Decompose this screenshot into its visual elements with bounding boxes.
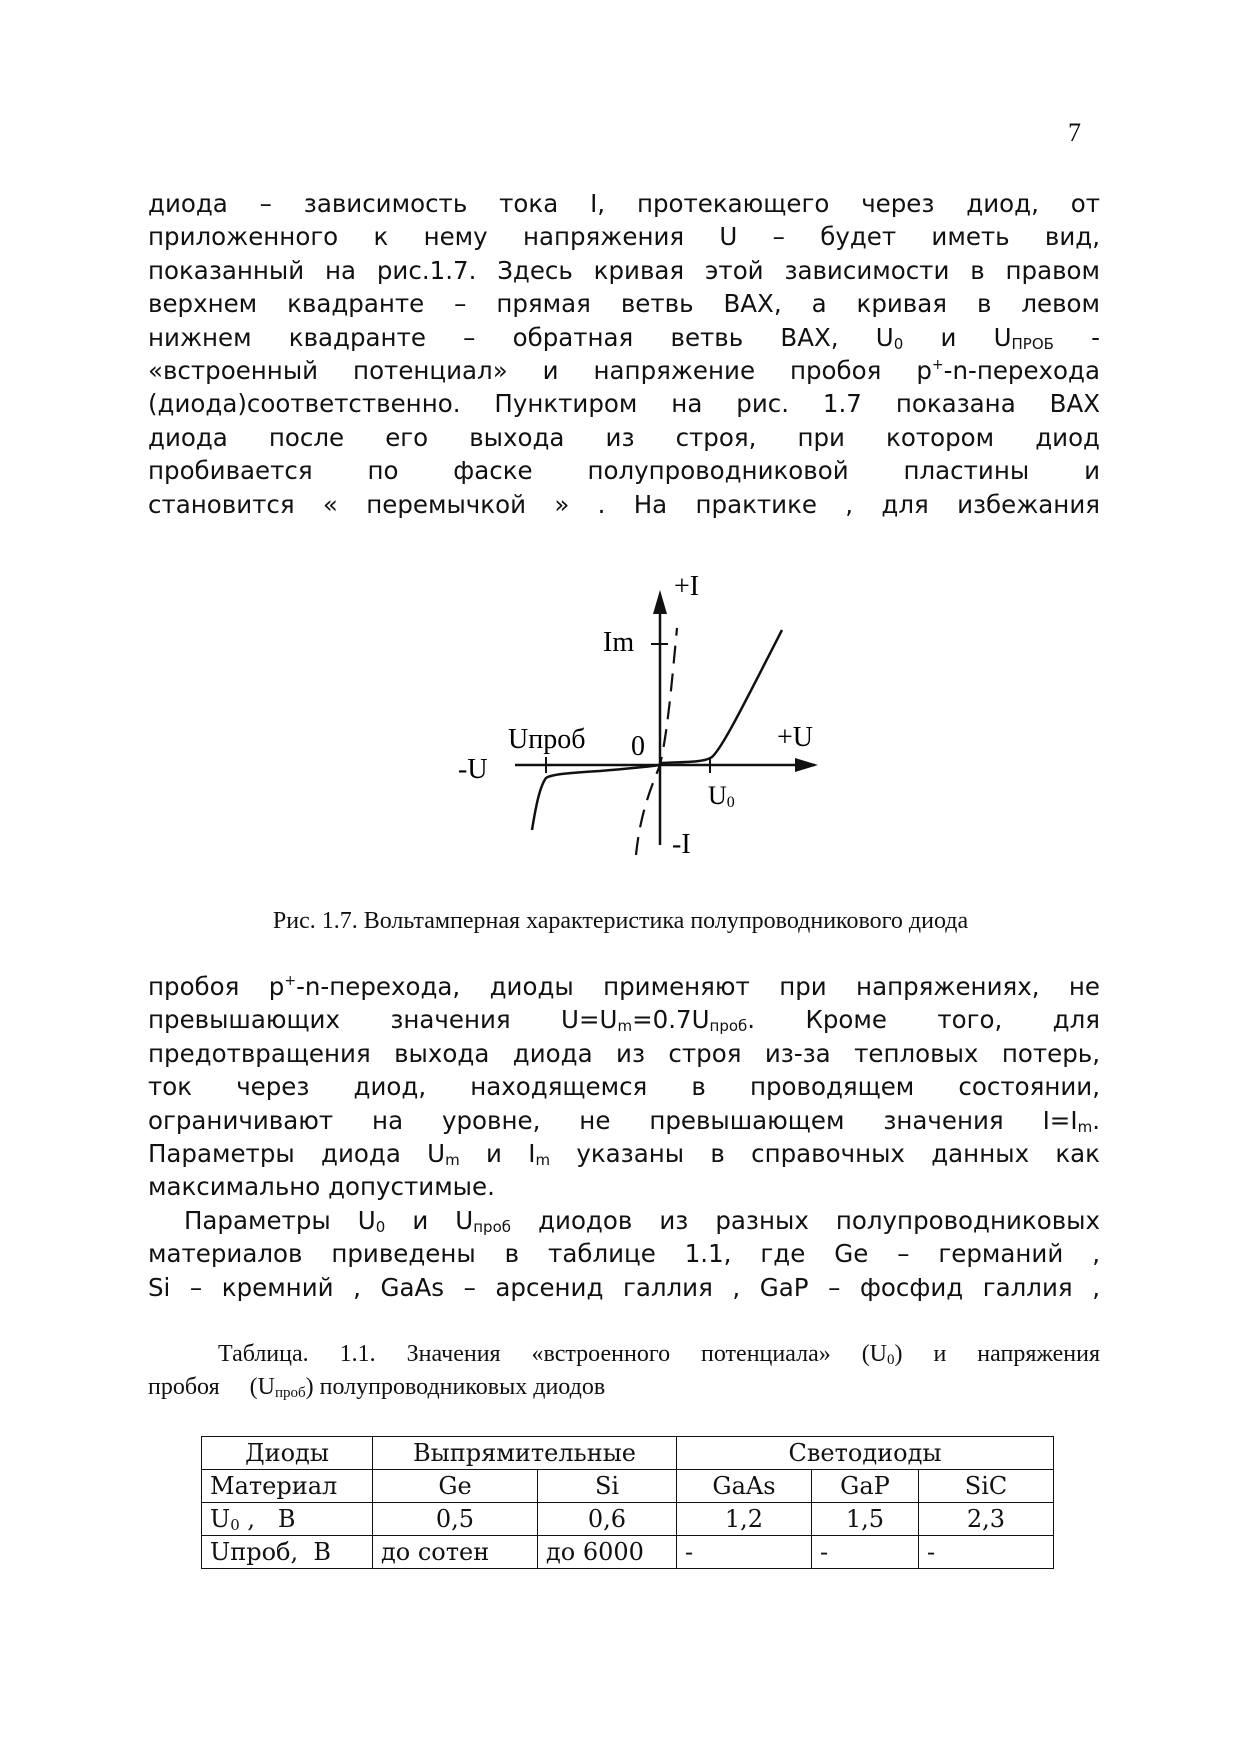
table-cell: - [812, 1536, 919, 1569]
table-cell: 1,2 [677, 1503, 812, 1536]
text-line: верхнем квадранте – прямая ветвь ВАХ, а кривая в левом [148, 289, 1100, 319]
table-row-label: $U_0$ , В [202, 1503, 373, 1536]
text-line: Параметры $U_0$ и $U_{проб}$ диодов из разных полупроводниковых [184, 1206, 1100, 1236]
table-cell: GaP [812, 1470, 919, 1503]
text-line: Таблица. 1.1. Значения «встроенного потенциала» $(U_0)$ и напряжения [218, 1341, 1100, 1368]
text-line: ток через диод, находящемся в проводящем состоянии, [148, 1072, 1100, 1102]
text-line: Параметры диода $U_m$ и $I_m$ указаны в справочных данных как [148, 1138, 1100, 1169]
table-cell: 0,6 [538, 1503, 677, 1536]
figure-caption: Рис. 1.7. Вольтамперная характеристика полупроводникового диода [272, 908, 969, 934]
reverse-branch-curve [532, 771, 600, 830]
text-line: становится « перемычкой » . На практике , для избежания [148, 489, 1100, 519]
text-line: нижнем квадранте – обратная ветвь ВАХ, $U_0$ и $U_{ПРОБ}$ - [148, 322, 1101, 353]
diode-parameters-table [201, 1436, 1054, 1569]
text-line: показанный на рис.1.7. Здесь кривая этой зависимости в правом [148, 255, 1100, 285]
u0-label: U0 [708, 781, 735, 811]
table-cell: 0,5 [373, 1503, 538, 1536]
table-row-label: Uпроб, В [202, 1536, 373, 1569]
y-axis-arrow [653, 590, 667, 614]
table-caption [148, 1338, 1100, 1404]
table-cell: 1,5 [812, 1503, 919, 1536]
text-line: материалов приведены в таблице 1.1, где Ge – германий , [148, 1239, 1100, 1269]
uprob-label: Uпроб [508, 724, 586, 755]
text-line: (диода)соответственно. Пунктиром на рис. 1.7 показана ВАХ [148, 389, 1100, 419]
text-line: пробоя $(U_{проб})$ полупроводниковых диодов [148, 1374, 606, 1401]
table-cell: GaAs [677, 1470, 812, 1503]
table-cell: - [677, 1536, 812, 1569]
table-cell: SiC [919, 1470, 1054, 1503]
text-line: «встроенный потенциал» и напряжение пробоя p+-n-перехода [148, 355, 1100, 385]
table-header-cell: Выпрямительные [373, 1437, 677, 1470]
table-row-label: Материал [202, 1470, 373, 1503]
text-line: предотвращения выхода диода из строя из-за тепловых потерь, [148, 1038, 1100, 1068]
page-number: 7 [1068, 118, 1081, 147]
paragraph-parameters [148, 1204, 1100, 1304]
zero-label: 0 [631, 731, 645, 762]
text-line: диода после его выхода из строя, при котором диод [148, 422, 1100, 452]
table-cell: до 6000 [538, 1536, 677, 1569]
plus-u-label: +U [777, 722, 814, 753]
table-header-cell: Светодиоды [677, 1437, 1054, 1470]
text-line: пробоя p+-n-перехода, диоды применяют при напряжениях, не [148, 972, 1100, 1001]
table-header-cell: Диоды [202, 1437, 373, 1470]
im-label: Im [603, 627, 635, 658]
table-row [202, 1536, 1054, 1569]
minus-i-label: -I [672, 829, 691, 860]
forward-branch-curve [660, 630, 782, 763]
table-cell: - [919, 1536, 1054, 1569]
table-cell: до сотен [373, 1536, 538, 1569]
text-line: ограничивают на уровне, не превышающем значения $I=I_m$. [148, 1105, 1100, 1136]
table-row [202, 1437, 1054, 1470]
paragraph-breakdown [148, 970, 1100, 1204]
table-cell: Ge [373, 1470, 538, 1503]
minus-u-label: -U [458, 754, 488, 785]
table-cell: 2,3 [919, 1503, 1054, 1536]
table-row [202, 1470, 1054, 1503]
plus-i-label: +I [674, 571, 700, 602]
text-line: пробивается по фаске полупроводниковой пластины и [148, 456, 1100, 486]
x-axis-arrow [795, 758, 818, 772]
text-line: Si – кремний , GaAs – арсенид галлия , GaP – фосфид галлия , [148, 1272, 1100, 1302]
text-line: диода – зависимость тока I, протекающего через диод, от [148, 189, 1100, 218]
text-line: приложенного к нему напряжения U – будет иметь вид, [148, 222, 1100, 252]
text-line: максимально допустимые. [148, 1172, 495, 1202]
table-row [202, 1503, 1054, 1536]
table-cell: Si [538, 1470, 677, 1503]
text-line: превышающих значения $U=U_m=0.7U_{проб}$. Кроме того, для [148, 1005, 1100, 1036]
